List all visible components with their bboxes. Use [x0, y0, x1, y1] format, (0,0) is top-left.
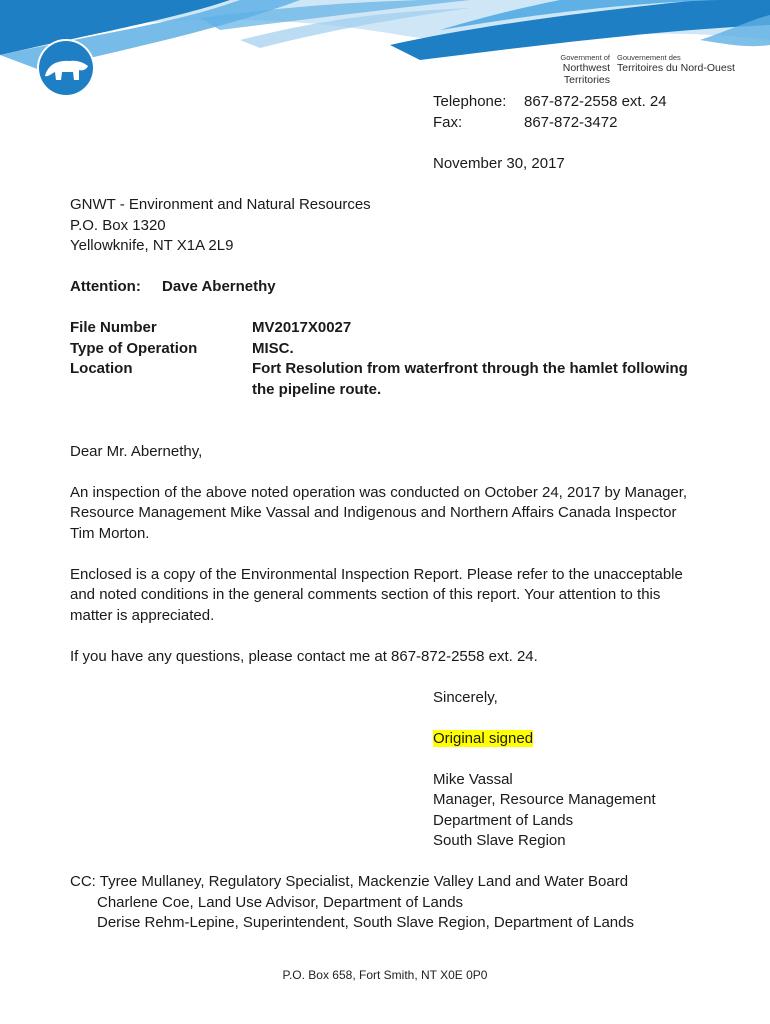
- operation-label: Type of Operation: [70, 340, 198, 357]
- body-paragraph-2-line-2: and noted conditions in the general comments section of this report. Your attention to this: [70, 586, 661, 603]
- polar-bear-logo-icon: [37, 39, 95, 97]
- gov-en-small: Government of: [560, 53, 610, 62]
- signature-placeholder: [433, 730, 533, 747]
- closing-sincerely: Sincerely,: [433, 689, 498, 706]
- fax-label: Fax:: [433, 114, 463, 131]
- fax-value: 867-872-3472: [524, 114, 618, 131]
- gov-fr-small: Gouvernement des: [617, 53, 681, 62]
- file-number-value: MV2017X0027: [252, 319, 352, 336]
- signatory-department: Department of Lands: [433, 812, 574, 829]
- salutation: Dear Mr. Abernethy,: [70, 443, 203, 460]
- government-name-french: [617, 53, 735, 74]
- operation-value: MISC.: [252, 340, 294, 357]
- body-paragraph-2-line-1: Enclosed is a copy of the Environmental Inspection Report. Please refer to the unacceptable: [70, 566, 683, 583]
- cc-line-3: Derise Rehm-Lepine, Superintendent, South Slave Region, Department of Lands: [97, 914, 634, 931]
- signatory-region: South Slave Region: [433, 832, 566, 849]
- location-value-line-1: Fort Resolution from waterfront through the hamlet following: [252, 360, 688, 377]
- letterhead-banner: [0, 0, 770, 100]
- signature-text: Original signed: [433, 730, 534, 747]
- signatory-name: Mike Vassal: [433, 771, 513, 788]
- recipient-line-3: Yellowknife, NT X1A 2L9: [70, 237, 234, 254]
- file-number-label: File Number: [70, 319, 157, 336]
- body-paragraph-2-line-3: matter is appreciated.: [70, 607, 215, 624]
- body-paragraph-3: If you have any questions, please contact me at 867-872-2558 ext. 24.: [70, 648, 538, 665]
- attention-name: Dave Abernethy: [162, 278, 276, 295]
- government-name-english: [514, 53, 610, 86]
- gov-en-big: Northwest Territories: [562, 62, 610, 86]
- cc-line-1: CC: Tyree Mullaney, Regulatory Specialist, Mackenzie Valley Land and Water Board: [70, 873, 629, 890]
- footer-address: P.O. Box 658, Fort Smith, NT X0E 0P0: [282, 968, 488, 982]
- telephone-label: Telephone:: [433, 93, 507, 110]
- body-paragraph-1-line-2: Resource Management Mike Vassal and Indigenous and Northern Affairs Canada Inspector: [70, 504, 677, 521]
- body-paragraph-1-line-3: Tim Morton.: [70, 525, 150, 542]
- recipient-line-2: P.O. Box 1320: [70, 217, 166, 234]
- telephone-value: 867-872-2558 ext. 24: [524, 93, 667, 110]
- recipient-line-1: GNWT - Environment and Natural Resources: [70, 196, 371, 213]
- location-label: Location: [70, 360, 133, 377]
- letter-date: November 30, 2017: [433, 155, 565, 172]
- attention-label: Attention:: [70, 278, 141, 295]
- signatory-title: Manager, Resource Management: [433, 791, 656, 808]
- location-value-line-2: the pipeline route.: [252, 381, 382, 398]
- cc-line-2: Charlene Coe, Land Use Advisor, Department of Lands: [97, 894, 464, 911]
- gov-fr-big: Territoires du Nord-Ouest: [617, 62, 735, 74]
- body-paragraph-1-line-1: An inspection of the above noted operation was conducted on October 24, 2017 by Manager,: [70, 484, 688, 501]
